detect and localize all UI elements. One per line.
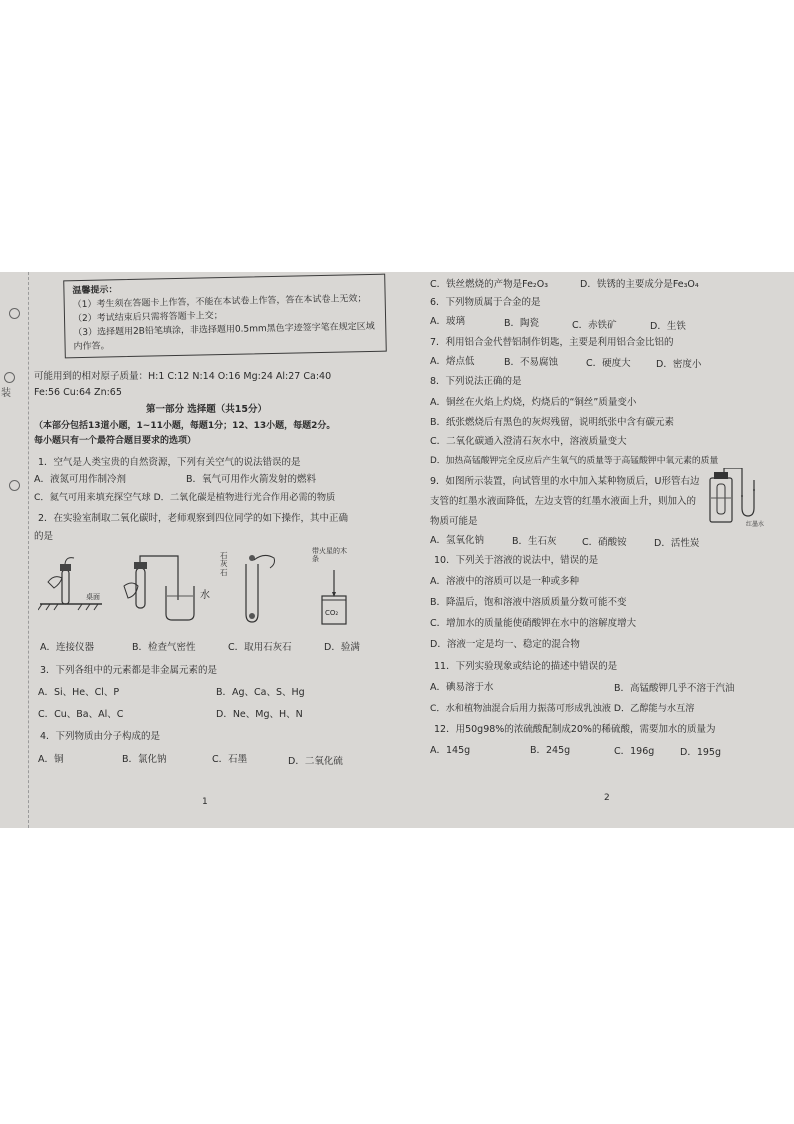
option-2d: D．验满 [324,642,360,653]
figure-u-tube-apparatus [706,468,770,530]
question-9-stem: 9．如图所示装置，向试管里的水中加入某种物质后，U形管右边 [430,476,700,487]
option-9a: A．氢氧化钠 [430,535,484,546]
figure-label-water: 水 [200,590,210,601]
option-1a: A．液氮可用作制冷剂 [34,474,126,485]
option-6c: C．赤铁矿 [572,320,617,331]
page-number: 1 [202,797,208,807]
question-11-stem: 11．下列实验现象或结论的描述中错误的是 [434,661,618,672]
question-4-stem: 4．下列物质由分子构成的是 [40,731,161,742]
option-7b: B．不易腐蚀 [504,357,559,368]
question-2-stem: 2．在实验室制取二氧化碳时，老师观察到四位同学的如下操作，其中正确 [38,513,349,524]
notice-item: （3）选择题用2B铅笔填涂，非选择题用0.5mm黑色字迹签字笔在规定区域内作答。 [73,321,375,352]
option-7d: D．密度小 [656,359,702,370]
page-left [34,272,382,828]
option-3d: D．Ne、Mg、H、N [216,709,303,720]
figure-label-co2: CO₂ [325,609,339,617]
binding-margin [0,272,29,828]
figure-airtightness-check [122,552,210,626]
figure-label-red-ink: 红墨水 [746,521,765,528]
notice-box [63,274,387,359]
option-2c: C．取用石灰石 [228,642,292,653]
question-1-stem: 1．空气是人类宝贵的自然资源，下列有关空气的说法错误的是 [38,457,301,468]
page-right [410,272,780,828]
option-11c-11d: C．水和植物油混合后用力振荡可形成乳浊液 D．乙醇能与水互溶 [430,703,695,714]
atomic-masses: 可能用到的相对原子质量：H:1 C:12 N:14 O:16 Mg:24 Al:27 Ca:40 [34,371,332,382]
option-2b: B．检查气密性 [132,642,196,653]
section-note: 每小题只有一个最符合题目要求的选项） [34,436,197,446]
option-2a: A．连接仪器 [40,642,94,653]
option-12a: A．145g [430,745,471,756]
option-11a: A．碘易溶于水 [430,682,494,693]
section-note: （本部分包括13道小题，1~11小题，每题1分；12、13小题，每题2分。 [34,421,336,431]
question-3-stem: 3．下列各组中的元素都是非金属元素的是 [40,665,218,676]
figure-label-stone: 石灰石 [220,551,228,577]
option-8d: D．加热高锰酸钾完全反应后产生氧气的质量等于高锰酸钾中氧元素的质量 [430,456,719,466]
option-7c: C．硬度大 [586,358,631,369]
option-9b: B．生石灰 [512,536,557,547]
question-7-stem: 7．利用铝合金代替铝制作钥匙，主要是利用铝合金比铝的 [430,337,674,348]
notice-title: 温馨提示： [72,285,118,297]
question-2-stem-cont: 的是 [34,531,54,542]
option-10c: C．增加水的质量能使硝酸钾在水中的溶解度增大 [430,618,637,629]
option-8c: C．二氧化碳通入澄清石灰水中，溶液质量变大 [430,436,627,447]
option-1c-1d: C．氦气可用来填充探空气球 D．二氧化碳是植物进行光合作用必需的物质 [34,492,336,503]
option-12b: B．245g [530,745,571,756]
page-number: 2 [604,793,610,803]
option-6d: D．生铁 [650,321,686,332]
binding-ring-icon [4,372,15,383]
option-5d: D．铁锈的主要成分是Fe₃O₄ [580,279,699,290]
option-10b: B．降温后，饱和溶液中溶质质量分数可能不变 [430,597,627,608]
option-5c: C．铁丝燃烧的产物是Fe₂O₃ [430,279,549,290]
figure-connect-apparatus [38,554,116,626]
binding-ring-icon [9,480,20,491]
question-9-stem: 支管的红墨水液面降低，左边支管的红墨水液面上升，则加入的 [430,496,697,507]
question-9-stem: 物质可能是 [430,516,478,527]
option-6b: B．陶瓷 [504,318,540,329]
notice-item: （2）考试结束后只需将答题卡上交； [72,310,223,325]
section-title: 第一部分 选择题（共15分） [146,404,268,415]
option-3a: A．Si、He、Cl、P [38,687,120,698]
option-4c: C．石墨 [212,754,248,765]
option-12c: C．196g [614,746,655,757]
exam-sheet [0,272,794,828]
binding-label: 装 [1,388,11,399]
question-8-stem: 8．下列说法正确的是 [430,376,522,387]
figure-add-limestone [220,550,288,628]
option-9c: C．硝酸铵 [582,537,627,548]
binding-ring-icon [9,308,20,319]
notice-item: （1）考生须在答题卡上作答，不能在本试卷上作答，答在本试卷上无效； [72,293,367,311]
option-12d: D．195g [680,747,721,758]
option-6a: A．玻璃 [430,316,465,327]
option-11b: B．高锰酸钾几乎不溶于汽油 [614,683,735,694]
option-4a: A．铜 [38,754,64,765]
option-10a: A．溶液中的溶质可以是一种或多种 [430,576,579,587]
option-8b: B．纸张燃烧后有黑色的灰烬残留，说明纸张中含有碳元素 [430,417,675,428]
question-6-stem: 6．下列物质属于合金的是 [430,297,541,308]
atomic-masses: Fe:56 Cu:64 Zn:65 [34,387,122,398]
option-10d: D．溶液一定是均一、稳定的混合物 [430,639,580,650]
option-4d: D．二氧化硫 [288,756,343,767]
option-9d: D．活性炭 [654,538,700,549]
option-4b: B．氯化钠 [122,754,167,765]
option-7a: A．熔点低 [430,356,475,367]
question-12-stem: 12．用50g98%的浓硫酸配制成20%的稀硫酸，需要加水的质量为 [434,724,716,735]
figure-label-table: 桌面 [86,593,100,601]
option-3c: C．Cu、Ba、Al、C [38,709,124,720]
question-10-stem: 10．下列关于溶液的说法中，错误的是 [434,555,599,566]
option-1b: B．氧气可用作火箭发射的燃料 [186,474,317,485]
figure-label-splint: 带火星的木条 [312,547,347,563]
option-8a: A．铜丝在火焰上灼烧，灼烧后的“铜丝”质量变小 [430,397,637,408]
option-3b: B．Ag、Ca、S、Hg [216,687,305,698]
